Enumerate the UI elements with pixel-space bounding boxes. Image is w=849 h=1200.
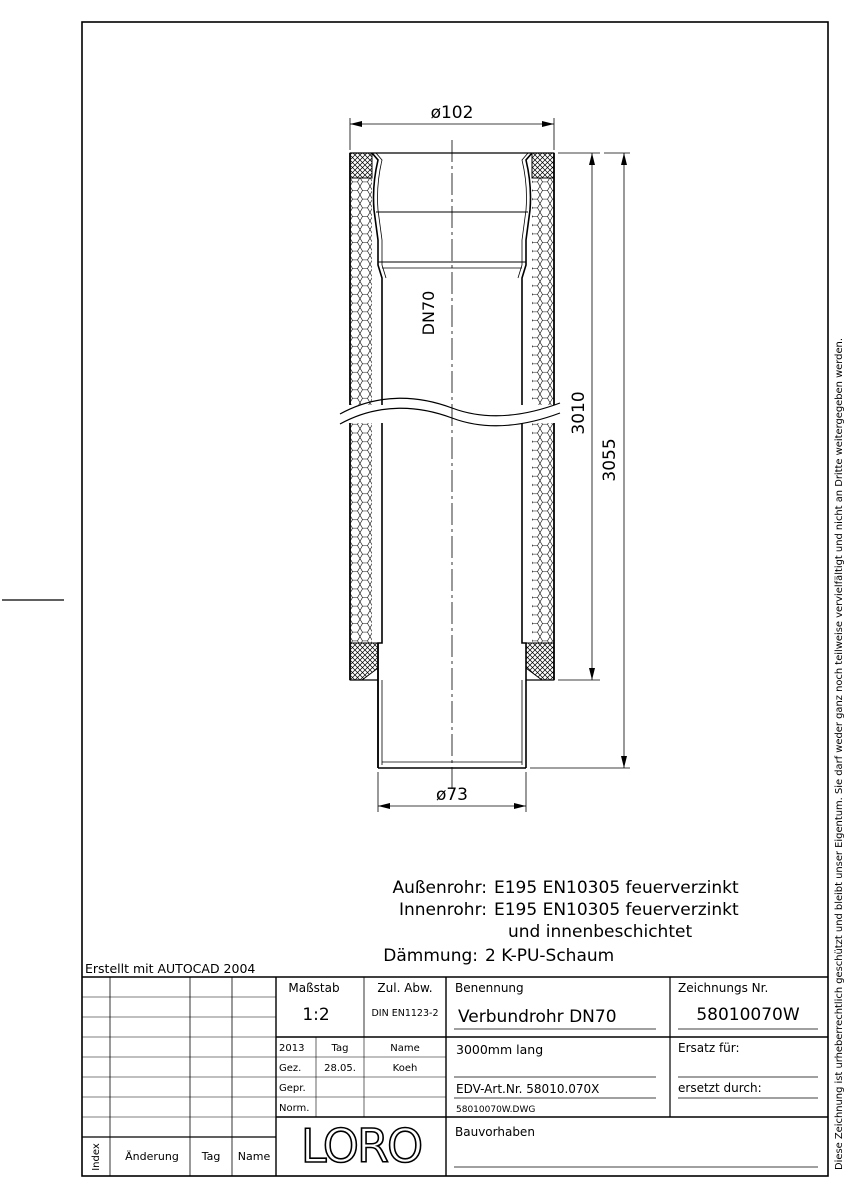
drawing-frame xyxy=(2,22,828,1176)
created-with-note: Erstellt mit AUTOCAD 2004 xyxy=(85,961,256,976)
ersatz-fuer-label: Ersatz für: xyxy=(678,1041,740,1055)
length-text: 3000mm lang xyxy=(456,1042,544,1057)
name-label: Name xyxy=(390,1043,420,1054)
dim-nominal: DN70 xyxy=(419,290,438,336)
seal-bottom-left xyxy=(350,643,378,680)
pipe-drawing xyxy=(340,140,560,790)
year: 2013 xyxy=(279,1043,305,1054)
zul-abw-label: Zul. Abw. xyxy=(377,981,433,995)
zeichnungs-nr-label: Zeichnungs Nr. xyxy=(678,981,769,995)
massstab-value: 1:2 xyxy=(302,1005,330,1025)
spec-inner-label: Innenrohr: xyxy=(398,900,487,920)
rev-index-label: Index xyxy=(91,1143,102,1171)
dimension-lines xyxy=(350,118,630,812)
rev-tag-label: Tag xyxy=(201,1150,221,1163)
seal-top-right xyxy=(532,153,554,178)
benennung-label: Benennung xyxy=(455,981,524,995)
norm-label: Norm. xyxy=(279,1103,310,1114)
rev-aenderung-label: Änderung xyxy=(125,1150,179,1163)
dwg-text: 58010070W.DWG xyxy=(456,1105,536,1115)
gez-label: Gez. xyxy=(279,1063,302,1074)
spec-inner-value-2: und innenbeschichtet xyxy=(508,922,693,942)
gez-date: 28.05. xyxy=(324,1063,356,1074)
massstab-label: Maßstab xyxy=(288,981,340,995)
zul-abw-value: DIN EN1123-2 xyxy=(371,1008,439,1019)
zeichnungs-nr-value: 58010070W xyxy=(696,1005,800,1025)
spec-insulation-value: 2 K-PU-Schaum xyxy=(485,946,615,966)
dim-inner-diameter: ø73 xyxy=(435,785,469,805)
seal-bottom-right xyxy=(526,643,554,680)
seal-top-left xyxy=(350,153,372,178)
rev-name-label: Name xyxy=(237,1150,271,1163)
material-specs xyxy=(383,878,739,966)
bauvorhaben-label: Bauvorhaben xyxy=(455,1125,535,1139)
copyright-note: Diese Zeichnung ist urheberrechtlich geschützt und bleibt unser Eigentum. Sie darf weder ganz noch teilweise vervielfältigt und nicht an Dritte weitergegeben werden. xyxy=(834,382,845,1170)
gez-name: Koeh xyxy=(392,1063,418,1074)
edv-text: EDV-Art.Nr. 58010.070X xyxy=(456,1082,600,1096)
spec-outer-value: E195 EN10305 feuerverzinkt xyxy=(494,878,739,898)
loro-logo: LORO xyxy=(300,1119,422,1173)
ersetzt-durch-label: ersetzt durch: xyxy=(678,1081,762,1095)
dim-length-3055: 3055 xyxy=(600,438,620,482)
spec-insulation-label: Dämmung: xyxy=(383,946,478,966)
dim-outer-diameter: ø102 xyxy=(430,103,474,123)
spec-outer-label: Außenrohr: xyxy=(392,878,487,898)
spec-inner-value: E195 EN10305 feuerverzinkt xyxy=(494,900,739,920)
gepr-label: Gepr. xyxy=(279,1083,306,1094)
benennung-value: Verbundrohr DN70 xyxy=(458,1007,617,1027)
tag-label: Tag xyxy=(331,1043,349,1054)
dim-length-3010: 3010 xyxy=(569,391,589,435)
